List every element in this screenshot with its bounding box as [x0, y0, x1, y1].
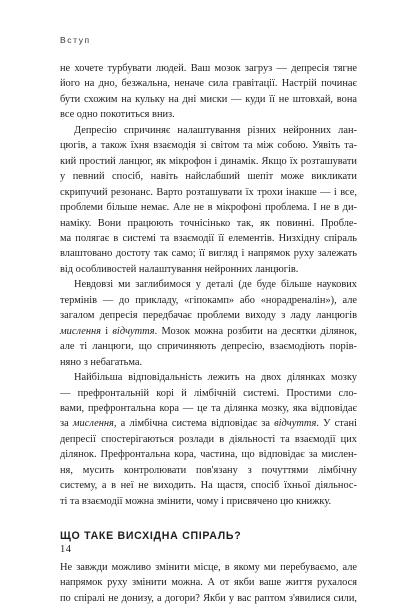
text-line: напрямок руху змінити можна. А от якби ваше життя рухалося [60, 577, 357, 589]
text-run: , а лімбічна система відповідає за [113, 418, 275, 430]
text-line: цюгів, а також їхня взаємодія зі світом та між собою. Уявіть та- [60, 140, 357, 152]
text-run: і [100, 325, 113, 337]
paragraph-3 [60, 277, 357, 370]
running-head: Вступ [60, 35, 91, 45]
text-line: не хочете турбувати людей. Ваш мозок загруз — депресія тягне [60, 63, 357, 74]
text-line: вами, префронтальна кора — це та ділянка мозку, яка відповідає [60, 402, 357, 414]
text-line: загалом депресія передбачає проблеми виходу з ладу ланцюгів [60, 310, 357, 322]
text-line: ділянок. Префронтальна кора, частина, що відповідає за мислен- [60, 449, 357, 461]
text-line: у певний спосіб, навіть найслабший шепіт може викликати [60, 171, 357, 183]
text-line: ня, мусить контролювати пов'язану з почуттями лімбічну [60, 464, 357, 476]
text-line: від особливостей налаштування нейронних ланцюгів. [60, 263, 299, 275]
text-line: по спіралі не донизу, а догори? Якби у вас раптом з'явилися сили, [60, 592, 357, 604]
emphasis-feeling: відчуття [112, 325, 155, 337]
text-line: наміку. Вони працюють точнісінько так, як повинні. Пробле- [60, 217, 357, 229]
body-text [60, 61, 357, 606]
text-line: — префронтальній корі й лімбічній системі. Простими сло- [60, 387, 357, 399]
paragraph-5 [60, 560, 357, 606]
text-line: але ті ланцюги, що спричиняють депресію, взаємодіють порів- [60, 341, 357, 353]
paragraph-4 [60, 370, 357, 509]
text-line: влаштовано достоту так само; її вигляд і напрямок руху залежать [60, 248, 357, 260]
emphasis-feeling: відчуття [274, 418, 317, 430]
text-run: за [60, 418, 73, 430]
page-number: 14 [60, 544, 72, 555]
text-line: Депресію спричиняє налаштування різних нейронних лан- [74, 124, 357, 136]
text-line: проблеми більше немає. Але не в мікрофоні проблема. І не в ди- [60, 202, 357, 214]
text-line: систему, а в неї не виходить. На щастя, спосіб їхньої діяльнос- [60, 480, 357, 492]
section-heading: ЩО ТАКЕ ВИСХІДНА СПІРАЛЬ? [60, 530, 242, 543]
text-line: Невдовзі ми заглибимося у деталі (де буде більше наукових [74, 279, 357, 291]
text-line: ті та взаємодії можна змінити, чому і присвячено цю книжку. [60, 495, 332, 507]
text-line: скрипучий резонанс. Варто розташувати їх трохи інакше — і все, [60, 186, 357, 198]
text-line: депресії спостерігаються розлади в діяльності та взаємодії цих [60, 433, 357, 445]
text-run: . У стані [316, 418, 357, 430]
text-line: бути схожим на кульку на дні миски — куди її не штовхай, вона [60, 93, 357, 105]
text-line: його на дно, безжальна, неначе сила гравітації. Настрій починає [60, 78, 357, 90]
text-line: все одно покотиться вниз. [60, 109, 175, 121]
text-line: няно з небагатьма. [60, 356, 143, 368]
text-line [60, 324, 357, 339]
text-line: термінів — до прикладу, «гіпокамп» або «норадреналін»), але [60, 294, 357, 306]
text-line: кий простий ланцюг, як мікрофон і динамік. Якщо їх розташувати [60, 155, 357, 167]
text-line: Найбільша відповідальність лежить на двох ділянках мозку [74, 372, 357, 384]
text-line [60, 416, 357, 431]
paragraph-2 [60, 123, 357, 278]
emphasis-thinking: мислення [60, 325, 101, 337]
paragraph-1 [60, 61, 357, 123]
emphasis-thinking: мислення [72, 418, 114, 430]
text-run: . Мозок можна розбити на десятки ділянок, [154, 325, 357, 337]
text-line: Не завжди можливо змінити місце, в якому ми перебуваємо, але [60, 561, 357, 573]
text-line: ма полягає в системі та взаємодії її елементів. Низхідну спіраль [60, 232, 357, 244]
